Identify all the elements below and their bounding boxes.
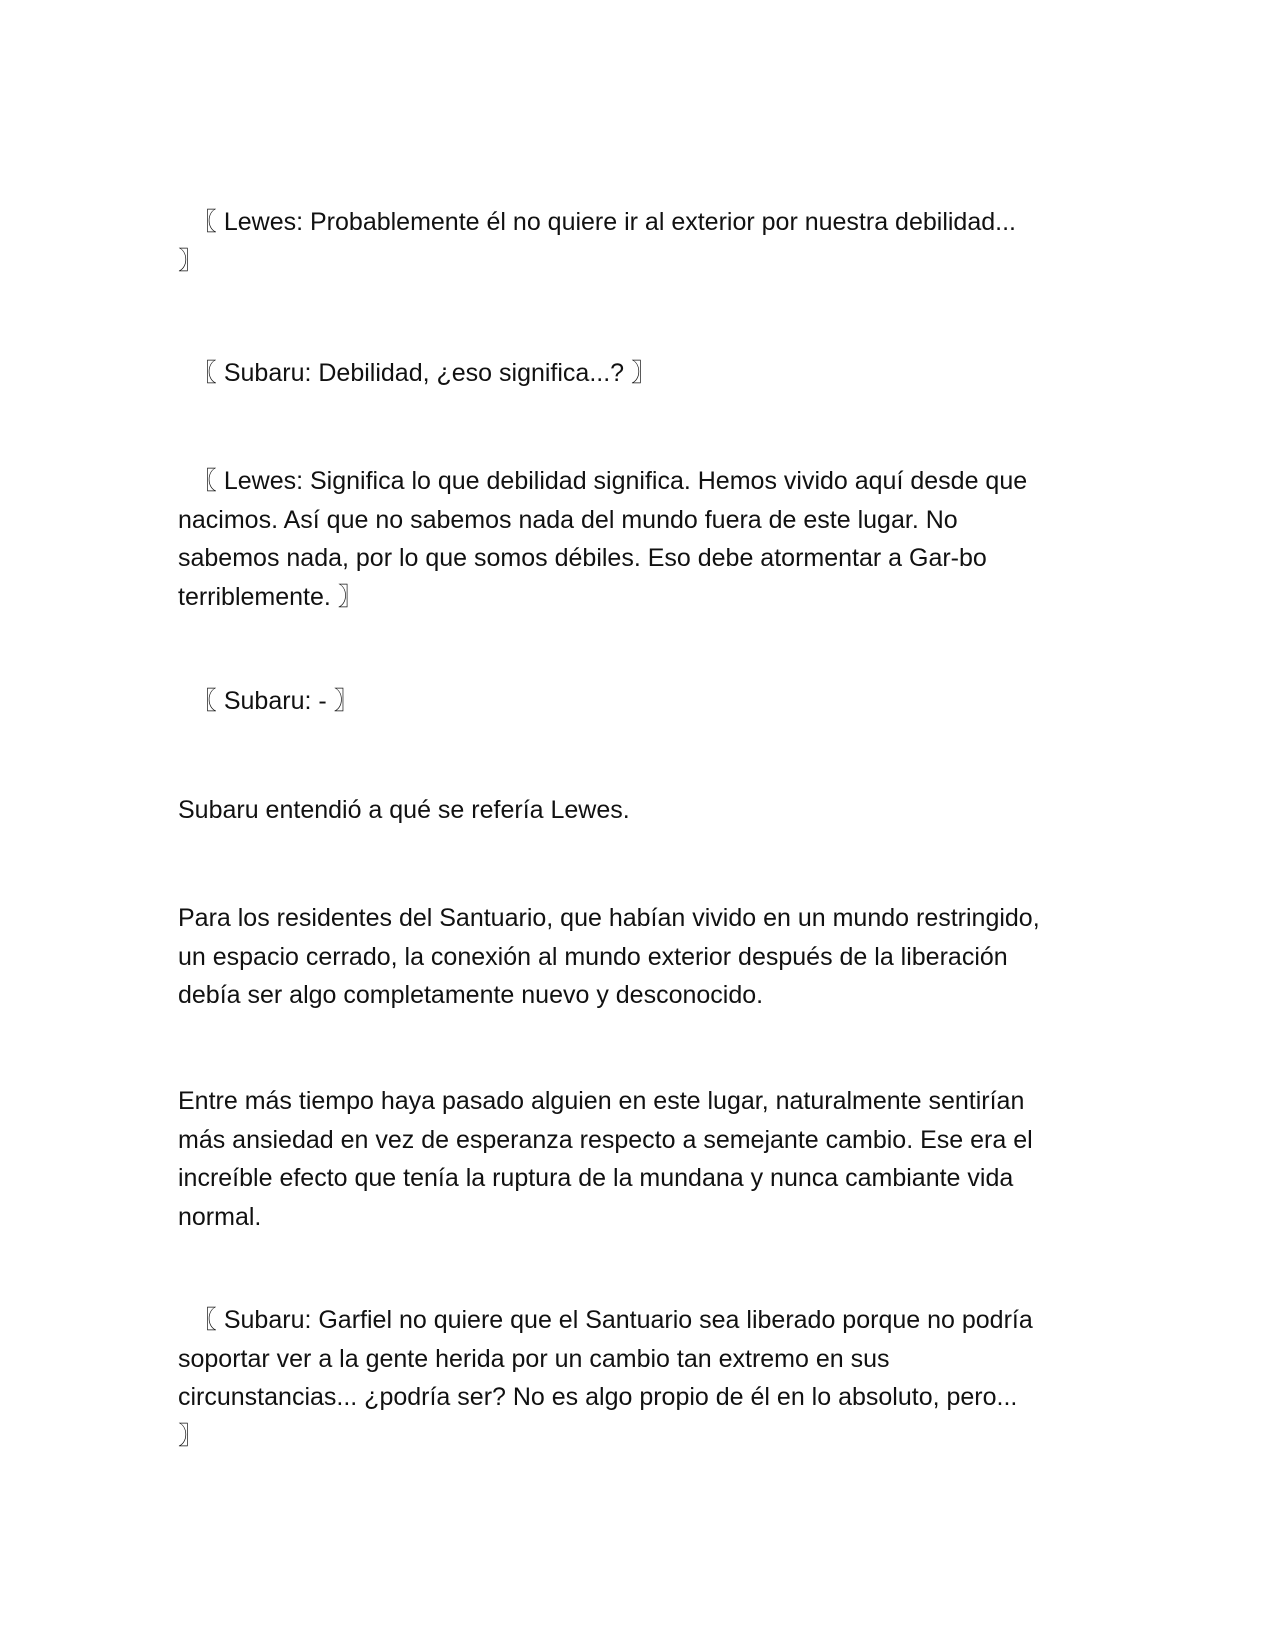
paragraph-narracion-residentes: Para los residentes del Santuario, que habían vivido en un mundo restringido, un espacio cerrado, la conexión al mundo exterior después de la liberación debía ser algo completamente nuevo y desconocido. <box>178 904 1040 1009</box>
paragraph-subaru-garfiel: 〖 Subaru: Garfiel no quiere que el Santuario sea liberado porque no podría soportar ver a la gente herida por un cambio tan extremo en sus circunstancias... ¿podría ser? No es algo propio de él en lo absoluto, pero... 〗 <box>178 1306 1033 1450</box>
paragraph-lewes-debilidad: 〖 Lewes: Probablemente él no quiere ir al exterior por nuestra debilidad... 〗 <box>178 208 1016 275</box>
paragraph-narracion-ansiedad: Entre más tiempo haya pasado alguien en este lugar, naturalmente sentirían más ansiedad en vez de esperanza respecto a semejante cambio. Ese era el increíble efecto que tenía la ruptura de la mundana y nunca cambiante vida normal. <box>178 1087 1033 1231</box>
paragraph-narracion-entendio: Subaru entendió a qué se refería Lewes. <box>178 796 630 824</box>
paragraph-subaru-silencio: 〖 Subaru: - 〗 <box>178 687 359 715</box>
paragraph-subaru-pregunta: 〖 Subaru: Debilidad, ¿eso significa...? 〗 <box>178 359 657 387</box>
paragraph-lewes-explicacion: 〖 Lewes: Significa lo que debilidad significa. Hemos vivido aquí desde que nacimos. Así que no sabemos nada del mundo fuera de este lugar. No sabemos nada, por lo que somos débiles. Eso debe atormentar a Gar-bo terriblemente. 〗 <box>178 467 1028 611</box>
